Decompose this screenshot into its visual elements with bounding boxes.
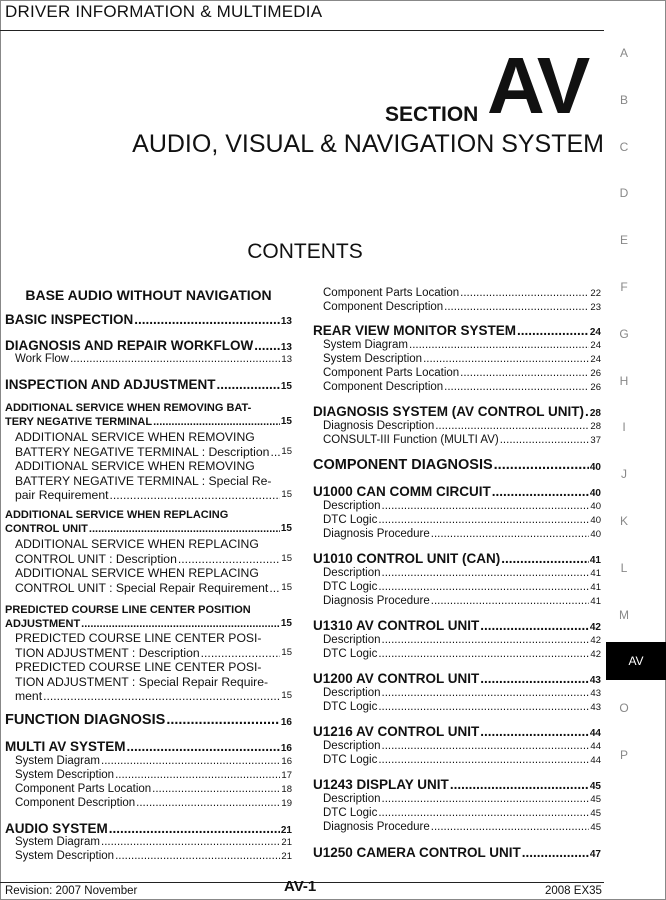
contents-heading: CONTENTS: [247, 240, 363, 263]
dot-leader: [101, 755, 280, 767]
toc-entry-title: System Description: [15, 769, 115, 781]
dot-leader: [201, 646, 281, 661]
section-index-tab-av: AV: [606, 642, 666, 680]
dot-leader: [101, 836, 280, 848]
toc-entry: [313, 551, 601, 566]
dot-leader: [522, 845, 589, 860]
toc-page-number: 13: [281, 354, 292, 365]
dot-leader: [153, 415, 280, 429]
dot-leader: [585, 404, 589, 419]
dot-leader: [378, 701, 589, 713]
toc-page-number: 41: [590, 582, 601, 593]
toc-subentry: [313, 500, 601, 512]
group-heading: BASE AUDIO WITHOUT NAVIGATION: [25, 287, 272, 303]
toc-subentry: [313, 793, 601, 805]
dot-leader: [382, 634, 590, 646]
toc-page-number: 19: [281, 798, 292, 809]
toc-entry-title: Diagnosis Procedure: [323, 595, 430, 607]
toc-page-number: 44: [590, 741, 601, 752]
toc-entry-title: DTC Logic: [323, 514, 378, 526]
section-index-tab-a: A: [619, 46, 628, 60]
section-index-tab-h: H: [619, 373, 629, 388]
toc-page-number: 41: [589, 555, 601, 566]
toc-page-number: 18: [281, 784, 292, 795]
toc-entry-title-line: ADDITIONAL SERVICE WHEN REPLACING: [15, 566, 259, 580]
toc-entry: [313, 724, 601, 739]
toc-subentry: [313, 595, 601, 607]
toc-page-number: 37: [590, 435, 601, 446]
toc-entry-title: Component Parts Location: [323, 367, 460, 379]
toc-entry-title: AUDIO SYSTEM: [5, 821, 108, 836]
dot-leader: [217, 377, 280, 392]
dot-leader: [270, 445, 280, 460]
toc-subentry: [313, 687, 601, 699]
toc-page-number: 40: [590, 515, 601, 526]
toc-page-number: 15: [281, 552, 292, 564]
toc-entry: [5, 603, 292, 631]
dot-leader: [109, 821, 280, 836]
toc-entry-title: System Diagram: [15, 755, 100, 767]
toc-entry: [5, 377, 292, 392]
toc-page-number: 28: [589, 408, 601, 419]
toc-entry: [313, 618, 601, 633]
section-code: AV: [487, 41, 589, 130]
dot-leader: [89, 522, 280, 536]
section-index-tab-e: E: [619, 233, 628, 248]
toc-entry-title: Description: [323, 567, 381, 579]
toc-subentry: [5, 353, 292, 365]
toc-entry-title: U1000 CAN COMM CIRCUIT: [313, 484, 491, 499]
toc-subentry: [5, 836, 292, 848]
section-index-tab-j: J: [621, 467, 627, 482]
toc-subentry: [313, 434, 601, 446]
dot-leader: [178, 552, 281, 567]
toc-entry-title-line: TION ADJUSTMENT : Special Repair Require-: [15, 674, 269, 689]
dot-leader: [450, 777, 589, 792]
section-index-tab-p: P: [619, 748, 628, 762]
dot-leader: [444, 301, 589, 313]
toc-entry-title: DIAGNOSIS AND REPAIR WORKFLOW: [5, 338, 254, 353]
toc-entry-title: System Description: [15, 850, 115, 862]
toc-subentry: [5, 660, 292, 704]
toc-subentry: [313, 287, 601, 299]
toc-page-number: 43: [589, 675, 601, 686]
toc-entry-title: pair Requirement: [15, 488, 109, 502]
toc-subentry: [313, 634, 601, 646]
toc-page-number: 41: [590, 596, 601, 607]
toc-subentry: [313, 807, 601, 819]
toc-page-number: 17: [281, 770, 292, 781]
toc-subentry: [313, 581, 601, 593]
toc-subentry: [5, 430, 292, 459]
toc-subentry: [313, 514, 601, 526]
toc-page-number: 43: [590, 702, 601, 713]
toc-entry-title: DTC Logic: [323, 807, 378, 819]
toc-subentry: [5, 783, 292, 795]
toc-entry-title: Component Description: [323, 381, 444, 393]
toc-entry-title: Description: [323, 634, 381, 646]
toc-subentry: [5, 769, 292, 781]
toc-entry-title: U1243 DISPLAY UNIT: [313, 777, 449, 792]
section-index-tab-b: B: [619, 92, 628, 107]
vehicle-model: 2008 EX35: [545, 885, 602, 897]
section-index-tab-g: G: [619, 326, 629, 341]
toc-entry: [313, 323, 601, 338]
toc-page-number: 44: [590, 755, 601, 766]
toc-entry-title: DTC Logic: [323, 581, 378, 593]
dot-leader: [480, 724, 589, 739]
section-index-tab-d: D: [619, 186, 629, 201]
dot-leader: [382, 567, 590, 579]
toc-page-number: 41: [590, 568, 601, 579]
toc-page-number: 21: [280, 825, 292, 836]
section-index-tab-l: L: [620, 560, 628, 575]
toc-page-number: 45: [589, 781, 601, 792]
revision-date: Revision: 2007 November: [5, 885, 138, 897]
toc-entry: [5, 312, 292, 327]
toc-page-number: 24: [590, 340, 601, 351]
dot-leader: [70, 353, 280, 365]
dot-leader: [115, 850, 280, 862]
toc-entry-title-line: BATTERY NEGATIVE TERMINAL : Special Re-: [15, 473, 272, 488]
toc-subentry: [313, 821, 601, 833]
toc-page-number: 40: [589, 488, 601, 499]
toc-entry-title: CONTROL UNIT : Description: [15, 551, 177, 566]
toc-entry-title: INSPECTION AND ADJUSTMENT: [5, 377, 216, 392]
toc-entry-title: U1010 CONTROL UNIT (CAN): [313, 551, 501, 566]
dot-leader: [81, 617, 280, 631]
toc-subentry: [313, 701, 601, 713]
toc-subentry: [5, 850, 292, 862]
toc-subentry: [313, 648, 601, 660]
toc-page-number: 45: [590, 808, 601, 819]
dot-leader: [431, 595, 590, 607]
toc-entry-title-line: ADDITIONAL SERVICE WHEN REMOVING BAT-: [5, 402, 252, 414]
toc-subentry: [5, 755, 292, 767]
dot-leader: [378, 581, 589, 593]
dot-leader: [431, 821, 590, 833]
dot-leader: [269, 581, 280, 596]
toc-entry: [5, 401, 292, 429]
toc-page-number: 15: [281, 581, 292, 593]
toc-entry-title: U1200 AV CONTROL UNIT: [313, 671, 480, 686]
toc-entry-title: U1310 AV CONTROL UNIT: [313, 618, 480, 633]
toc-entry-title-line: PREDICTED COURSE LINE CENTER POSI-: [15, 631, 262, 645]
toc-entry-title: Description: [323, 740, 381, 752]
dot-leader: [109, 488, 280, 503]
toc-subentry: [313, 754, 601, 766]
toc-entry-title: Description: [323, 500, 381, 512]
toc-entry-title: COMPONENT DIAGNOSIS: [313, 457, 493, 473]
toc-subentry: [313, 528, 601, 540]
toc-page-number: 44: [589, 728, 601, 739]
section-index-tab-o: O: [619, 701, 629, 716]
dot-leader: [501, 551, 589, 566]
dot-leader: [382, 500, 590, 512]
toc-entry-title-line: ADDITIONAL SERVICE WHEN REMOVING: [15, 430, 255, 444]
dot-leader: [166, 712, 280, 728]
toc-entry-title: ADJUSTMENT: [5, 618, 81, 630]
toc-subentry: [313, 740, 601, 752]
toc-entry-title: Diagnosis Description: [323, 420, 435, 432]
toc-page-number: 21: [281, 851, 292, 862]
toc-entry-title: DIAGNOSIS SYSTEM (AV CONTROL UNIT): [313, 404, 585, 419]
toc-entry-title: CONTROL UNIT: [5, 523, 88, 535]
dot-leader: [382, 740, 590, 752]
toc-subentry: [5, 566, 292, 595]
toc-page-number: 15: [281, 445, 292, 457]
toc-entry: [5, 739, 292, 754]
toc-page-number: 28: [590, 421, 601, 432]
toc-page-number: 40: [590, 501, 601, 512]
toc-entry-title: BASIC INSPECTION: [5, 312, 134, 327]
toc-entry: [313, 404, 601, 419]
toc-entry-title: CONTROL UNIT : Special Repair Requirement: [15, 580, 269, 595]
toc-page-number: 42: [590, 649, 601, 660]
toc-entry-title-line: ADDITIONAL SERVICE WHEN REPLACING: [5, 509, 229, 521]
toc-subentry: [313, 567, 601, 579]
toc-entry: [313, 457, 601, 473]
toc-entry-title: Diagnosis Procedure: [323, 821, 430, 833]
toc-entry-title: DTC Logic: [323, 701, 378, 713]
toc-page-number: 16: [281, 756, 292, 767]
toc-entry: [313, 845, 601, 860]
section-index-tab-c: C: [619, 139, 629, 154]
section-index-tab-k: K: [619, 514, 628, 528]
toc-page-number: 40: [590, 529, 601, 540]
toc-entry-title: Component Description: [323, 301, 444, 313]
toc-page-number: 15: [280, 381, 292, 392]
toc-page-number: 24: [590, 354, 601, 365]
toc-subentry: [313, 381, 601, 393]
toc-entry-title: REAR VIEW MONITOR SYSTEM: [313, 323, 517, 338]
toc-entry-title-line: PREDICTED COURSE LINE CENTER POSI-: [15, 660, 262, 674]
toc-entry-title: MULTI AV SYSTEM: [5, 739, 126, 754]
toc-page-number: 43: [590, 688, 601, 699]
section-index-tab-f: F: [620, 280, 628, 294]
toc-page-number: 21: [281, 837, 292, 848]
section-index-tab-m: M: [619, 607, 629, 622]
toc-entry-title: Description: [323, 687, 381, 699]
dot-leader: [494, 457, 589, 473]
toc-page-number: 42: [590, 635, 601, 646]
dot-leader: [409, 339, 589, 351]
dot-leader: [444, 381, 589, 393]
toc-page-number: 26: [590, 368, 601, 379]
toc-page-number: 15: [281, 489, 292, 500]
toc-entry-title: TION ADJUSTMENT : Description: [15, 645, 200, 660]
toc-page-number: 23: [590, 302, 601, 313]
toc-entry-title: Description: [323, 793, 381, 805]
dot-leader: [382, 793, 590, 805]
toc-page-number: 15: [280, 416, 292, 427]
toc-entry: [313, 484, 601, 499]
dot-leader: [382, 687, 590, 699]
dot-leader: [254, 338, 280, 353]
toc-entry-title-line: ADDITIONAL SERVICE WHEN REMOVING: [15, 459, 255, 473]
dot-leader: [423, 353, 589, 365]
dot-leader: [378, 648, 589, 660]
toc-entry-title-line: ADDITIONAL SERVICE WHEN REPLACING: [15, 537, 259, 551]
toc-entry-title: U1250 CAMERA CONTROL UNIT: [313, 845, 521, 860]
dot-leader: [492, 484, 589, 499]
toc-entry-title-line: PREDICTED COURSE LINE CENTER POSITION: [5, 604, 251, 616]
dot-leader: [43, 689, 280, 704]
toc-page-number: 15: [280, 523, 292, 534]
dot-leader: [480, 671, 589, 686]
toc-subentry: [313, 420, 601, 432]
dot-leader: [431, 528, 590, 540]
dot-leader: [152, 783, 280, 795]
section-label: SECTION: [385, 103, 479, 126]
toc-entry-title: System Description: [323, 353, 423, 365]
toc-page-number: 26: [590, 382, 601, 393]
toc-entry-title: BATTERY NEGATIVE TERMINAL : Description: [15, 444, 270, 459]
toc-page-number: 15: [280, 618, 292, 629]
toc-entry-title: System Diagram: [323, 339, 408, 351]
toc-entry: [313, 777, 601, 792]
toc-page-number: 16: [280, 743, 292, 754]
dot-leader: [378, 754, 589, 766]
toc-page-number: 24: [589, 327, 601, 338]
toc-entry-title: Work Flow: [15, 353, 70, 365]
section-title: AUDIO, VISUAL & NAVIGATION SYSTEM: [132, 130, 604, 158]
toc-subentry: [5, 797, 292, 809]
toc-entry-title: ment: [15, 689, 43, 703]
toc-subentry: [313, 367, 601, 379]
toc-page-number: 16: [280, 717, 292, 728]
toc-page-number: 45: [590, 794, 601, 805]
dot-leader: [378, 514, 589, 526]
section-index-tab-i: I: [622, 420, 626, 435]
page-number: AV-1: [284, 878, 317, 895]
toc-page-number: 15: [281, 646, 292, 658]
toc-subentry: [5, 631, 292, 660]
toc-entry-title: Component Description: [15, 797, 136, 809]
toc-entry-title: CONSULT-III Function (MULTI AV): [323, 434, 499, 446]
toc-page-number: 47: [589, 849, 601, 860]
toc-entry-title: Component Parts Location: [323, 287, 460, 299]
toc-entry-title: System Diagram: [15, 836, 100, 848]
toc-entry-title: FUNCTION DIAGNOSIS: [5, 712, 166, 728]
toc-page-number: 13: [280, 316, 292, 327]
toc-entry-title: DTC Logic: [323, 648, 378, 660]
toc-entry: [5, 508, 292, 536]
dot-leader: [460, 367, 589, 379]
toc-entry-title: Diagnosis Procedure: [323, 528, 430, 540]
toc-subentry: [313, 301, 601, 313]
toc-entry-title: U1216 AV CONTROL UNIT: [313, 724, 480, 739]
toc-subentry: [5, 459, 292, 503]
toc-entry-title: TERY NEGATIVE TERMINAL: [5, 416, 153, 428]
dot-leader: [134, 312, 280, 327]
dot-leader: [136, 797, 280, 809]
toc-subentry: [5, 537, 292, 566]
toc-page-number: 15: [281, 690, 292, 701]
dot-leader: [500, 434, 590, 446]
dot-leader: [517, 323, 589, 338]
toc-entry: [5, 821, 292, 836]
dot-leader: [435, 420, 589, 432]
toc-entry-title: Component Parts Location: [15, 783, 152, 795]
header-rule: [0, 30, 604, 31]
dot-leader: [378, 807, 589, 819]
toc-subentry: [313, 339, 601, 351]
toc-page-number: 42: [589, 622, 601, 633]
dot-leader: [480, 618, 589, 633]
toc-page-number: 40: [589, 462, 601, 473]
dot-leader: [460, 287, 589, 299]
toc-entry: [5, 338, 292, 353]
toc-subentry: [313, 353, 601, 365]
toc-entry: [5, 712, 292, 728]
chapter-title: DRIVER INFORMATION & MULTIMEDIA: [5, 2, 323, 21]
toc-entry: [313, 671, 601, 686]
dot-leader: [127, 739, 280, 754]
toc-page-number: 45: [590, 822, 601, 833]
toc-entry-title: DTC Logic: [323, 754, 378, 766]
toc-page-number: 13: [280, 342, 292, 353]
dot-leader: [115, 769, 280, 781]
toc-page-number: 22: [590, 288, 601, 299]
